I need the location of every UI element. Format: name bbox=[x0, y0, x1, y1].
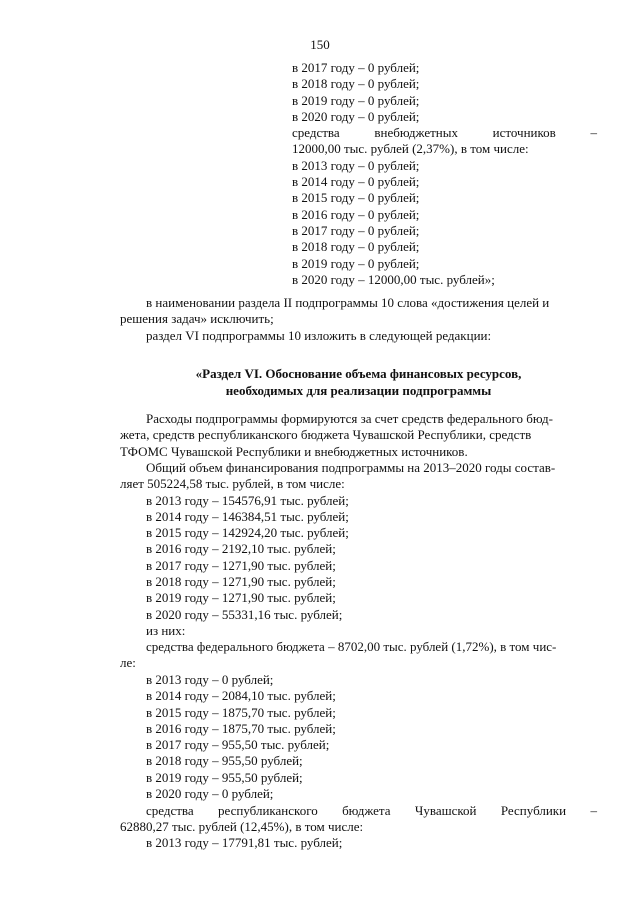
funding-list-top bbox=[292, 60, 597, 288]
paragraph-line: Общий объем финансирования подпрограммы на 2013–2020 годы состав- bbox=[146, 459, 556, 475]
list-item: в 2014 году – 146384,51 тыс. рублей; bbox=[146, 508, 349, 524]
list-item: в 2013 году – 0 рублей; bbox=[146, 672, 274, 687]
list-item: в 2016 году – 2192,10 тыс. рублей; bbox=[146, 541, 336, 557]
paragraph-line: средства федерального бюджета – 8702,00 тыс. рублей (1,72%), в том чис- bbox=[146, 639, 557, 654]
page-number: 150 bbox=[310, 37, 330, 52]
paragraph-line: в наименовании раздела II подпрограммы 10 слова «достижения целей и bbox=[146, 295, 550, 310]
word: Республики bbox=[500, 802, 567, 818]
paragraph-line: ляет 505224,58 тыс. рублей, в том числе: bbox=[120, 476, 345, 492]
list-item: в 2015 году – 1875,70 тыс. рублей; bbox=[146, 704, 336, 720]
word: бюджета bbox=[342, 802, 391, 818]
list-item: в 2020 году – 0 рублей; bbox=[292, 108, 420, 124]
republican-budget-paragraph bbox=[120, 803, 597, 852]
list-item: в 2017 году – 1271,90 тыс. рублей; bbox=[146, 557, 336, 573]
of-them-label: из них: bbox=[146, 622, 186, 638]
section-heading bbox=[120, 365, 597, 399]
paragraph-line: Расходы подпрограммы формируются за счет средств федерального бюд- bbox=[146, 411, 553, 426]
list-item: в 2013 году – 17791,81 тыс. рублей; bbox=[146, 835, 343, 851]
list-item: в 2015 году – 0 рублей; bbox=[292, 190, 420, 206]
list-item: в 2018 году – 1271,90 тыс. рублей; bbox=[146, 573, 336, 589]
list-item: в 2018 году – 0 рублей; bbox=[292, 239, 420, 255]
paragraph-line: ле: bbox=[120, 655, 136, 671]
paragraph-line: решения задач» исключить; bbox=[120, 311, 274, 327]
extrabudgetary-sources-line bbox=[292, 125, 597, 141]
republican-budget-line bbox=[120, 803, 597, 819]
word: – bbox=[590, 802, 597, 818]
list-item: в 2016 году – 0 рублей; bbox=[292, 206, 420, 222]
word: средства bbox=[146, 802, 194, 818]
federal-budget-paragraph bbox=[120, 639, 597, 672]
paragraph-line: жета, средств республиканского бюджета Чувашской Республики, средств bbox=[120, 427, 532, 443]
list-item: в 2018 году – 0 рублей; bbox=[292, 76, 420, 92]
word: Чувашской bbox=[414, 802, 477, 818]
amendment-paragraphs bbox=[120, 295, 597, 344]
word: источников bbox=[492, 125, 556, 141]
list-item: в 2017 году – 0 рублей; bbox=[292, 60, 420, 75]
list-item: в 2020 году – 55331,16 тыс. рублей; bbox=[146, 606, 343, 622]
paragraph-line: ТФОМС Чувашской Республики и внебюджетных источников. bbox=[120, 443, 468, 459]
list-item: в 2017 году – 955,50 тыс. рублей; bbox=[146, 737, 330, 753]
heading-line: необходимых для реализации подпрограммы bbox=[225, 383, 492, 398]
list-item: в 2014 году – 2084,10 тыс. рублей; bbox=[146, 688, 336, 704]
list-item: в 2015 году – 142924,20 тыс. рублей; bbox=[146, 525, 349, 541]
federal-by-year-list bbox=[146, 672, 597, 802]
list-item: в 2019 году – 1271,90 тыс. рублей; bbox=[146, 590, 336, 606]
list-item: в 2020 году – 12000,00 тыс. рублей»; bbox=[292, 271, 495, 287]
list-item: в 2016 году – 1875,70 тыс. рублей; bbox=[146, 720, 336, 736]
extrabudgetary-total: 12000,00 тыс. рублей (2,37%), в том числе: bbox=[292, 141, 529, 157]
word: – bbox=[590, 125, 597, 141]
heading-line: «Раздел VI. Обоснование объема финансовых ресурсов, bbox=[195, 366, 522, 381]
list-item: в 2014 году – 0 рублей; bbox=[292, 174, 420, 190]
list-item: в 2020 году – 0 рублей; bbox=[146, 786, 274, 802]
list-item: в 2013 году – 154576,91 тыс. рублей; bbox=[146, 492, 349, 508]
list-item: в 2019 году – 0 рублей; bbox=[292, 255, 420, 271]
word: внебюджетных bbox=[374, 125, 458, 141]
financing-body bbox=[120, 411, 597, 492]
list-item: в 2013 году – 0 рублей; bbox=[292, 157, 420, 173]
list-item: в 2018 году – 955,50 рублей; bbox=[146, 753, 303, 769]
paragraph-line: раздел VI подпрограммы 10 изложить в следующей редакции: bbox=[146, 327, 492, 343]
list-item: в 2019 году – 955,50 рублей; bbox=[146, 769, 303, 785]
word: республиканского bbox=[218, 802, 318, 818]
list-item: в 2017 году – 0 рублей; bbox=[292, 222, 420, 238]
word: средства bbox=[292, 125, 340, 141]
list-item: в 2019 году – 0 рублей; bbox=[292, 92, 420, 108]
paragraph-line: 62880,27 тыс. рублей (12,45%), в том числе: bbox=[120, 818, 364, 834]
total-by-year-list bbox=[146, 493, 597, 640]
